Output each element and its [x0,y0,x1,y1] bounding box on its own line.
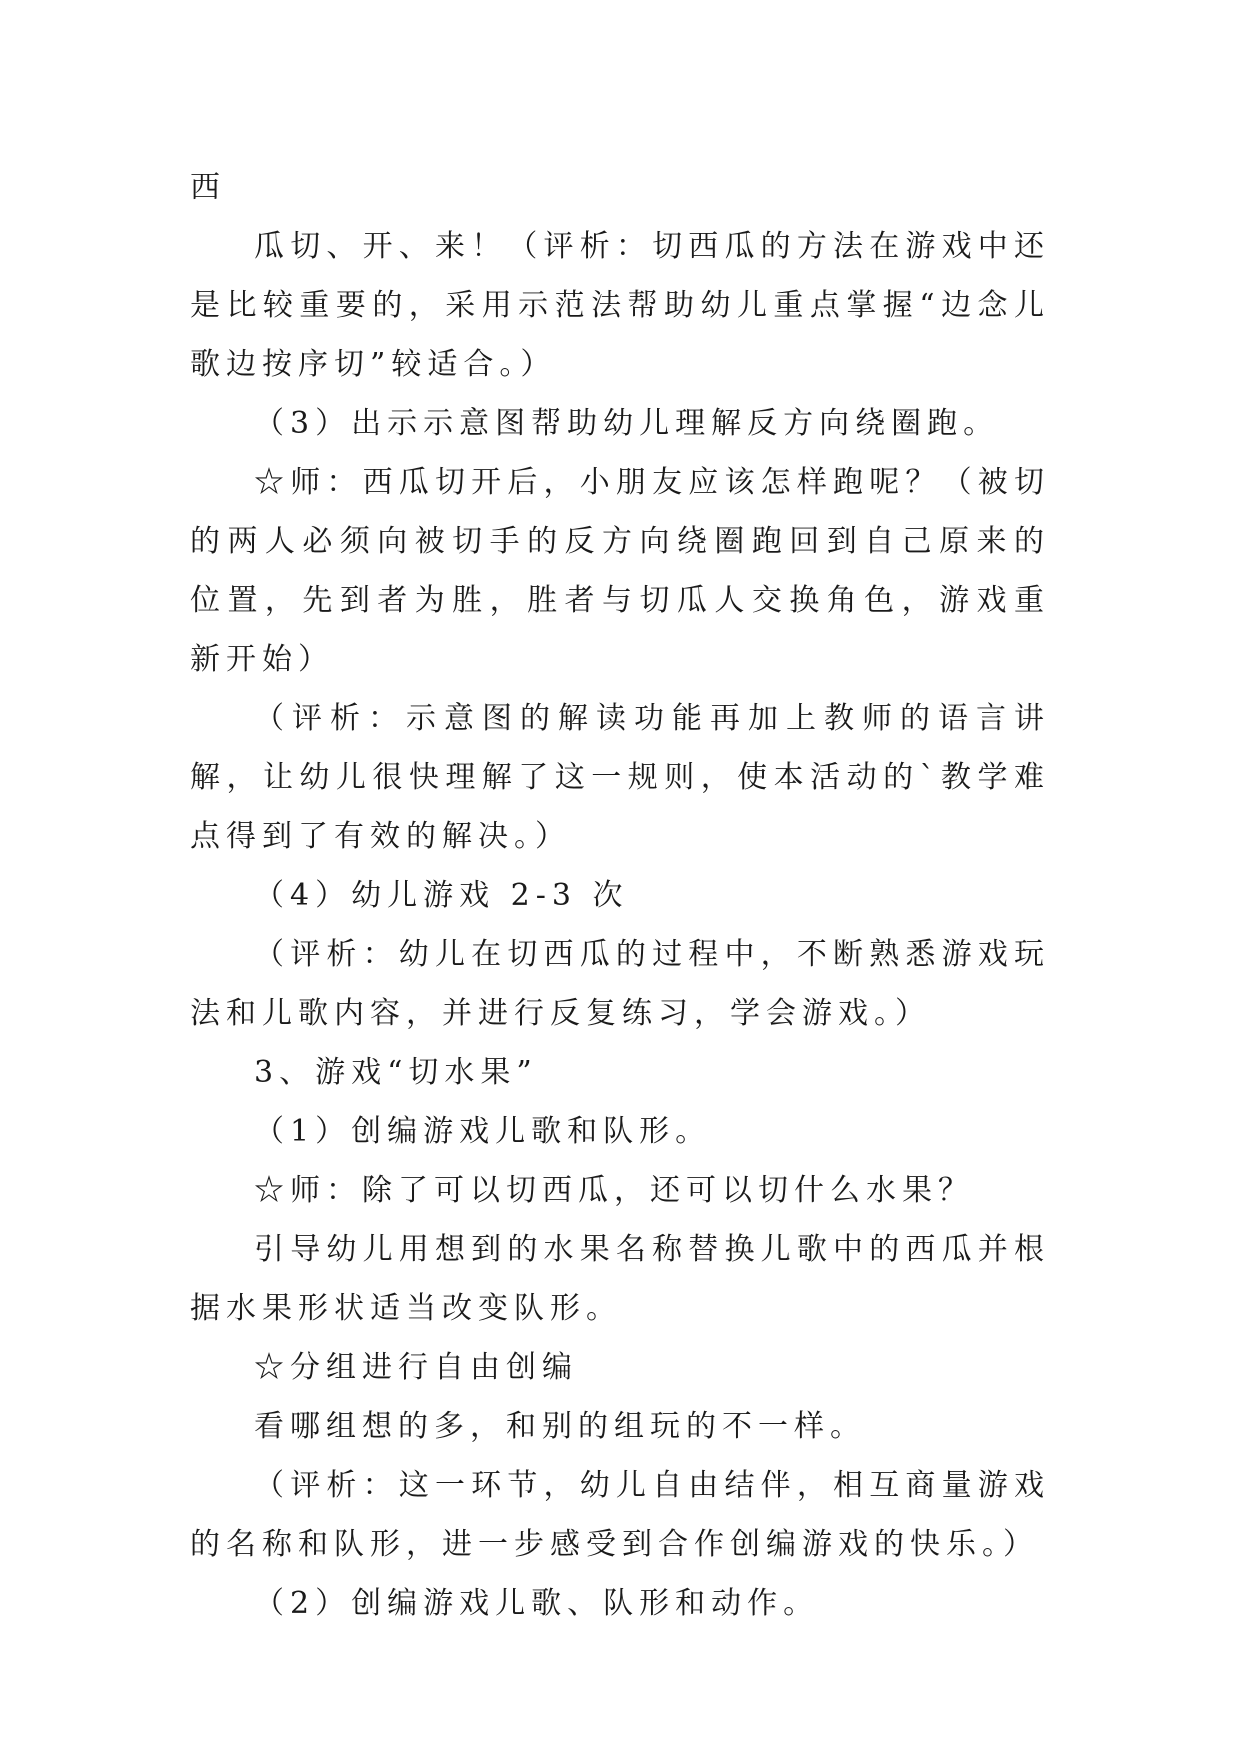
paragraph-teacher-question-run: ☆师：西瓜切开后，小朋友应该怎样跑呢？（被切的两人必须向被切手的反方向绕圈跑回到自己原来的位置，先到者为胜，胜者与切瓜人交换角色，游戏重新开始） [190,465,1050,677]
paragraph-teacher-question-fruit: ☆师：除了可以切西瓜，还可以切什么水果？ [254,1173,974,1208]
paragraph-step-3: （3）出示示意图帮助幼儿理解反方向绕圈跑。 [254,406,1000,441]
paragraph-step-4: （4）幼儿游戏 2-3 次 [254,878,629,913]
paragraph-group-create: ☆分组进行自由创编 [254,1350,578,1385]
paragraph-method-analysis: 瓜切、开、来！（评析：切西瓜的方法在游戏中还是比较重要的，采用示范法帮助幼儿重点掌握“边念儿歌边按序切”较适合。） [190,229,1050,382]
paragraph-analysis-cooperation: （评析：这一环节，幼儿自由结伴，相互商量游戏的名称和队形，进一步感受到合作创编游戏的快乐。） [190,1468,1050,1562]
paragraph-substep-2: （2）创编游戏儿歌、队形和动作。 [254,1586,820,1621]
paragraph-guide-children: 引导幼儿用想到的水果名称替换儿歌中的西瓜并根据水果形状适当改变队形。 [190,1232,1050,1326]
paragraph-analysis-practice: （评析：幼儿在切西瓜的过程中，不断熟悉游戏玩法和儿歌内容，并进行反复练习，学会游戏。） [190,937,1050,1031]
paragraph-substep-1: （1）创编游戏儿歌和队形。 [254,1114,712,1149]
document-body [190,158,1050,1633]
section-heading-cut-fruit: 3、游戏“切水果” [254,1055,538,1090]
paragraph-analysis-diagram: （评析：示意图的解读功能再加上教师的语言讲解，让幼儿很快理解了这一规则，使本活动的`教学难点得到了有效的解决。） [190,701,1050,854]
paragraph-continuation: 西 [190,170,226,205]
paragraph-see-groups: 看哪组想的多，和别的组玩的不一样。 [254,1409,866,1444]
